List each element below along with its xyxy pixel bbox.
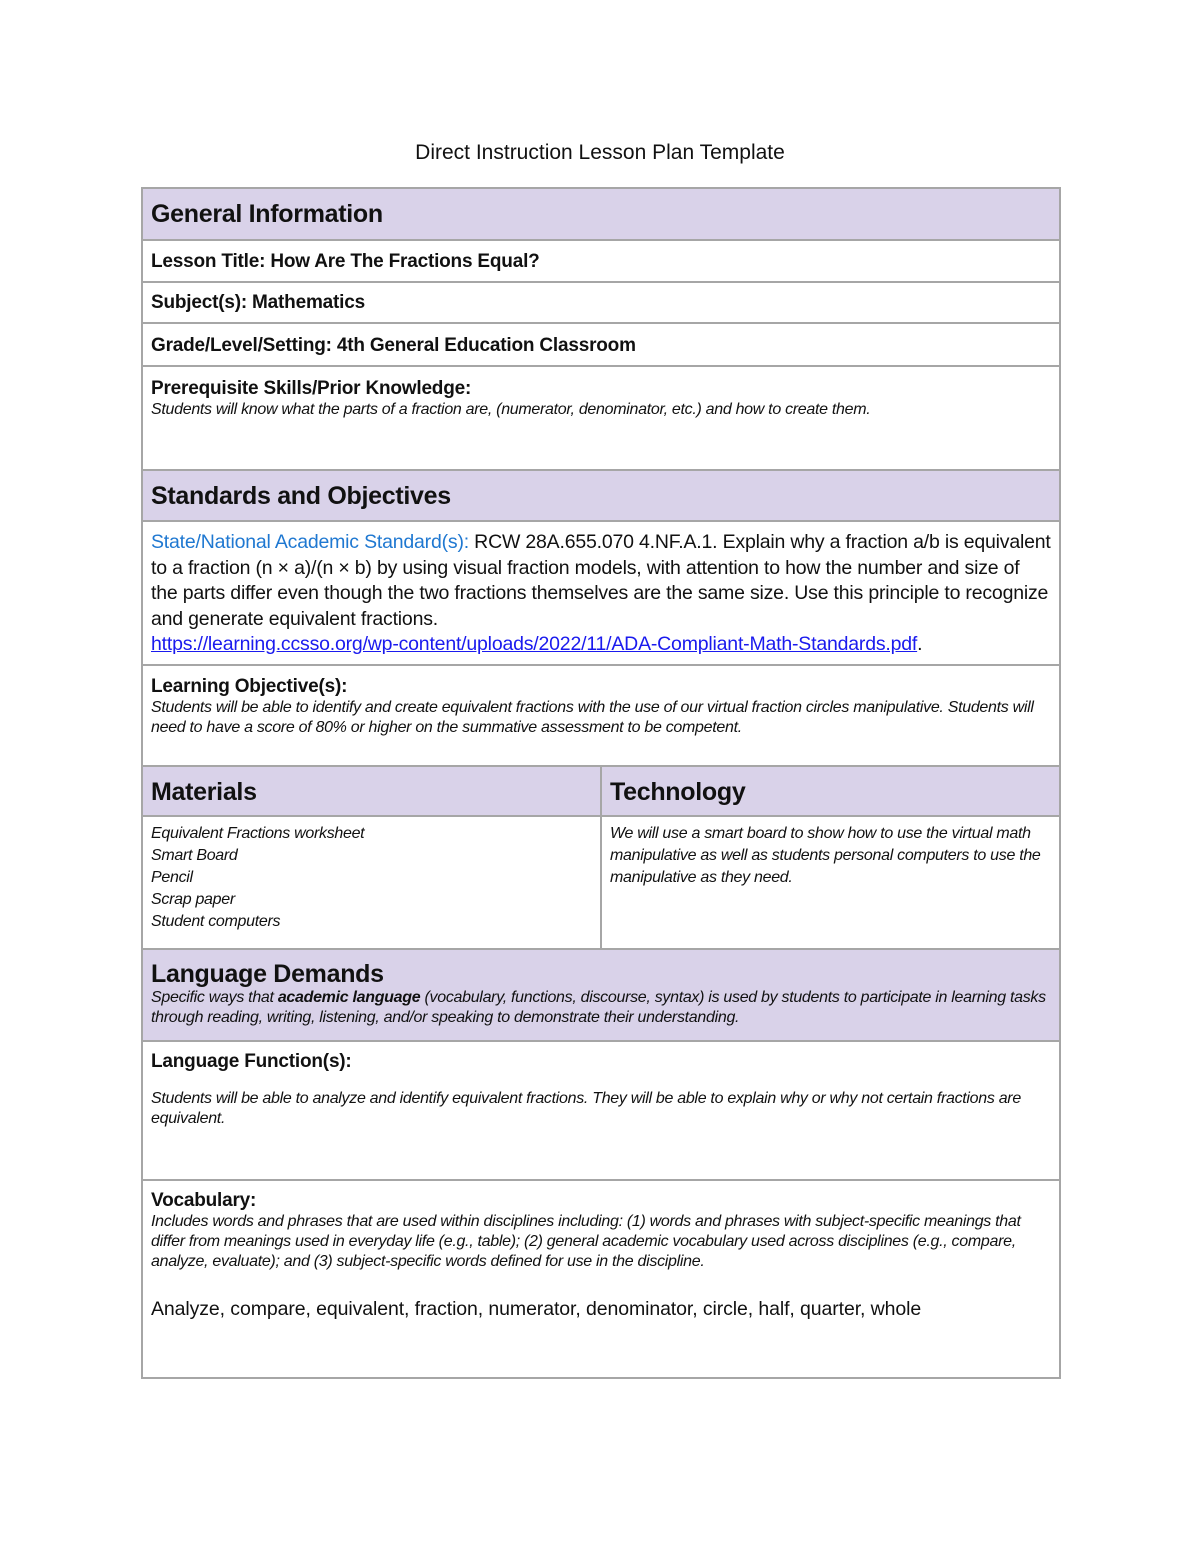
materials-item: Smart Board bbox=[151, 847, 238, 864]
grade-level-setting: Grade/Level/Setting: 4th General Education Classroom bbox=[151, 335, 636, 356]
academic-standard: State/National Academic Standard(s): RCW 28A.655.070 4.NF.A.1. Explain why a fraction a/b is equivalent to a fraction (n × a)/(n × b) by using visual fraction models, with attention to how the number and size of the parts differ even though the two fractions themselves are the same size. Use this principle to recognize and generate equivalent fractions. https://learning.ccsso.org/wp-content/uploads/2022/11/ADA-Compliant-Math-Standards.pdf. bbox=[151, 531, 1051, 655]
vocabulary-label: Vocabulary: bbox=[151, 1190, 257, 1211]
materials-item: Pencil bbox=[151, 869, 193, 886]
standards-pdf-link[interactable]: https://learning.ccsso.org/wp-content/uploads/2022/11/ADA-Compliant-Math-Standards.pdf bbox=[151, 633, 918, 655]
section-heading-standards-objectives: Standards and Objectives bbox=[151, 482, 451, 510]
vocabulary-words: Analyze, compare, equivalent, fraction, numerator, denominator, circle, half, quarter, whole bbox=[151, 1298, 922, 1320]
prerequisite-label: Prerequisite Skills/Prior Knowledge: bbox=[151, 378, 472, 399]
section-heading-technology: Technology bbox=[610, 778, 746, 806]
language-function-text: Students will be able to analyze and identify equivalent fractions. They will be able to explain why or why not certain fractions are equivalent. bbox=[151, 1090, 1021, 1127]
prerequisite-text: Students will know what the parts of a fraction are, (numerator, denominator, etc.) and how to create them. bbox=[151, 401, 871, 418]
language-function-label: Language Function(s): bbox=[151, 1051, 352, 1072]
subjects: Subject(s): Mathematics bbox=[151, 292, 365, 313]
general-information-header-row bbox=[142, 188, 1060, 240]
section-heading-materials: Materials bbox=[151, 778, 257, 806]
standard-label: State/National Academic Standard(s): bbox=[151, 531, 469, 553]
objective-text: Students will be able to identify and create equivalent fractions with the use of our virtual fraction circles manipulative. Students will need to have a score of 80% or higher on the summative assessment to be competent. bbox=[151, 699, 1034, 736]
section-heading-language-demands: Language Demands bbox=[151, 960, 384, 988]
page-title: Direct Instruction Lesson Plan Template bbox=[415, 141, 785, 164]
objective-label: Learning Objective(s): bbox=[151, 676, 348, 697]
materials-item: Equivalent Fractions worksheet bbox=[151, 825, 365, 842]
language-demands-description: Specific ways that academic language (vocabulary, functions, discourse, syntax) is used by students to participate in learning tasks through reading, writing, listening, and/or speaking to demonstrate their understanding. bbox=[151, 989, 1046, 1026]
technology-text: We will use a smart board to show how to use the virtual math manipulative as well as students personal computers to use the manipulative as they need. bbox=[610, 825, 1041, 886]
materials-list bbox=[151, 823, 592, 933]
vocabulary-description: Includes words and phrases that are used within disciplines including: (1) words and phrases with subject-specific meanings that differ from meanings used in everyday life (e.g., table); (2) general academic vocabulary used across disciplines (e.g., compare, analyze, evaluate); and (3) subject-specific words defined for use in the discipline. bbox=[151, 1213, 1021, 1270]
materials-item: Scrap paper bbox=[151, 891, 235, 908]
lesson-plan-table bbox=[141, 187, 1061, 1379]
lesson-title: Lesson Title: How Are The Fractions Equal? bbox=[151, 251, 540, 272]
standard-text: RCW 28A.655.070 4.NF.A.1. Explain why a fraction a/b is equivalent to a fraction (n × a)/(n × b) by using visual fraction models, with attention to how the number and size of the parts differ even though the two fractions themselves are the same size. Use this principle to recognize and generate equivalent fractions. bbox=[151, 531, 1051, 630]
section-heading-general-information: General Information bbox=[151, 200, 383, 228]
materials-item: Student computers bbox=[151, 913, 281, 930]
